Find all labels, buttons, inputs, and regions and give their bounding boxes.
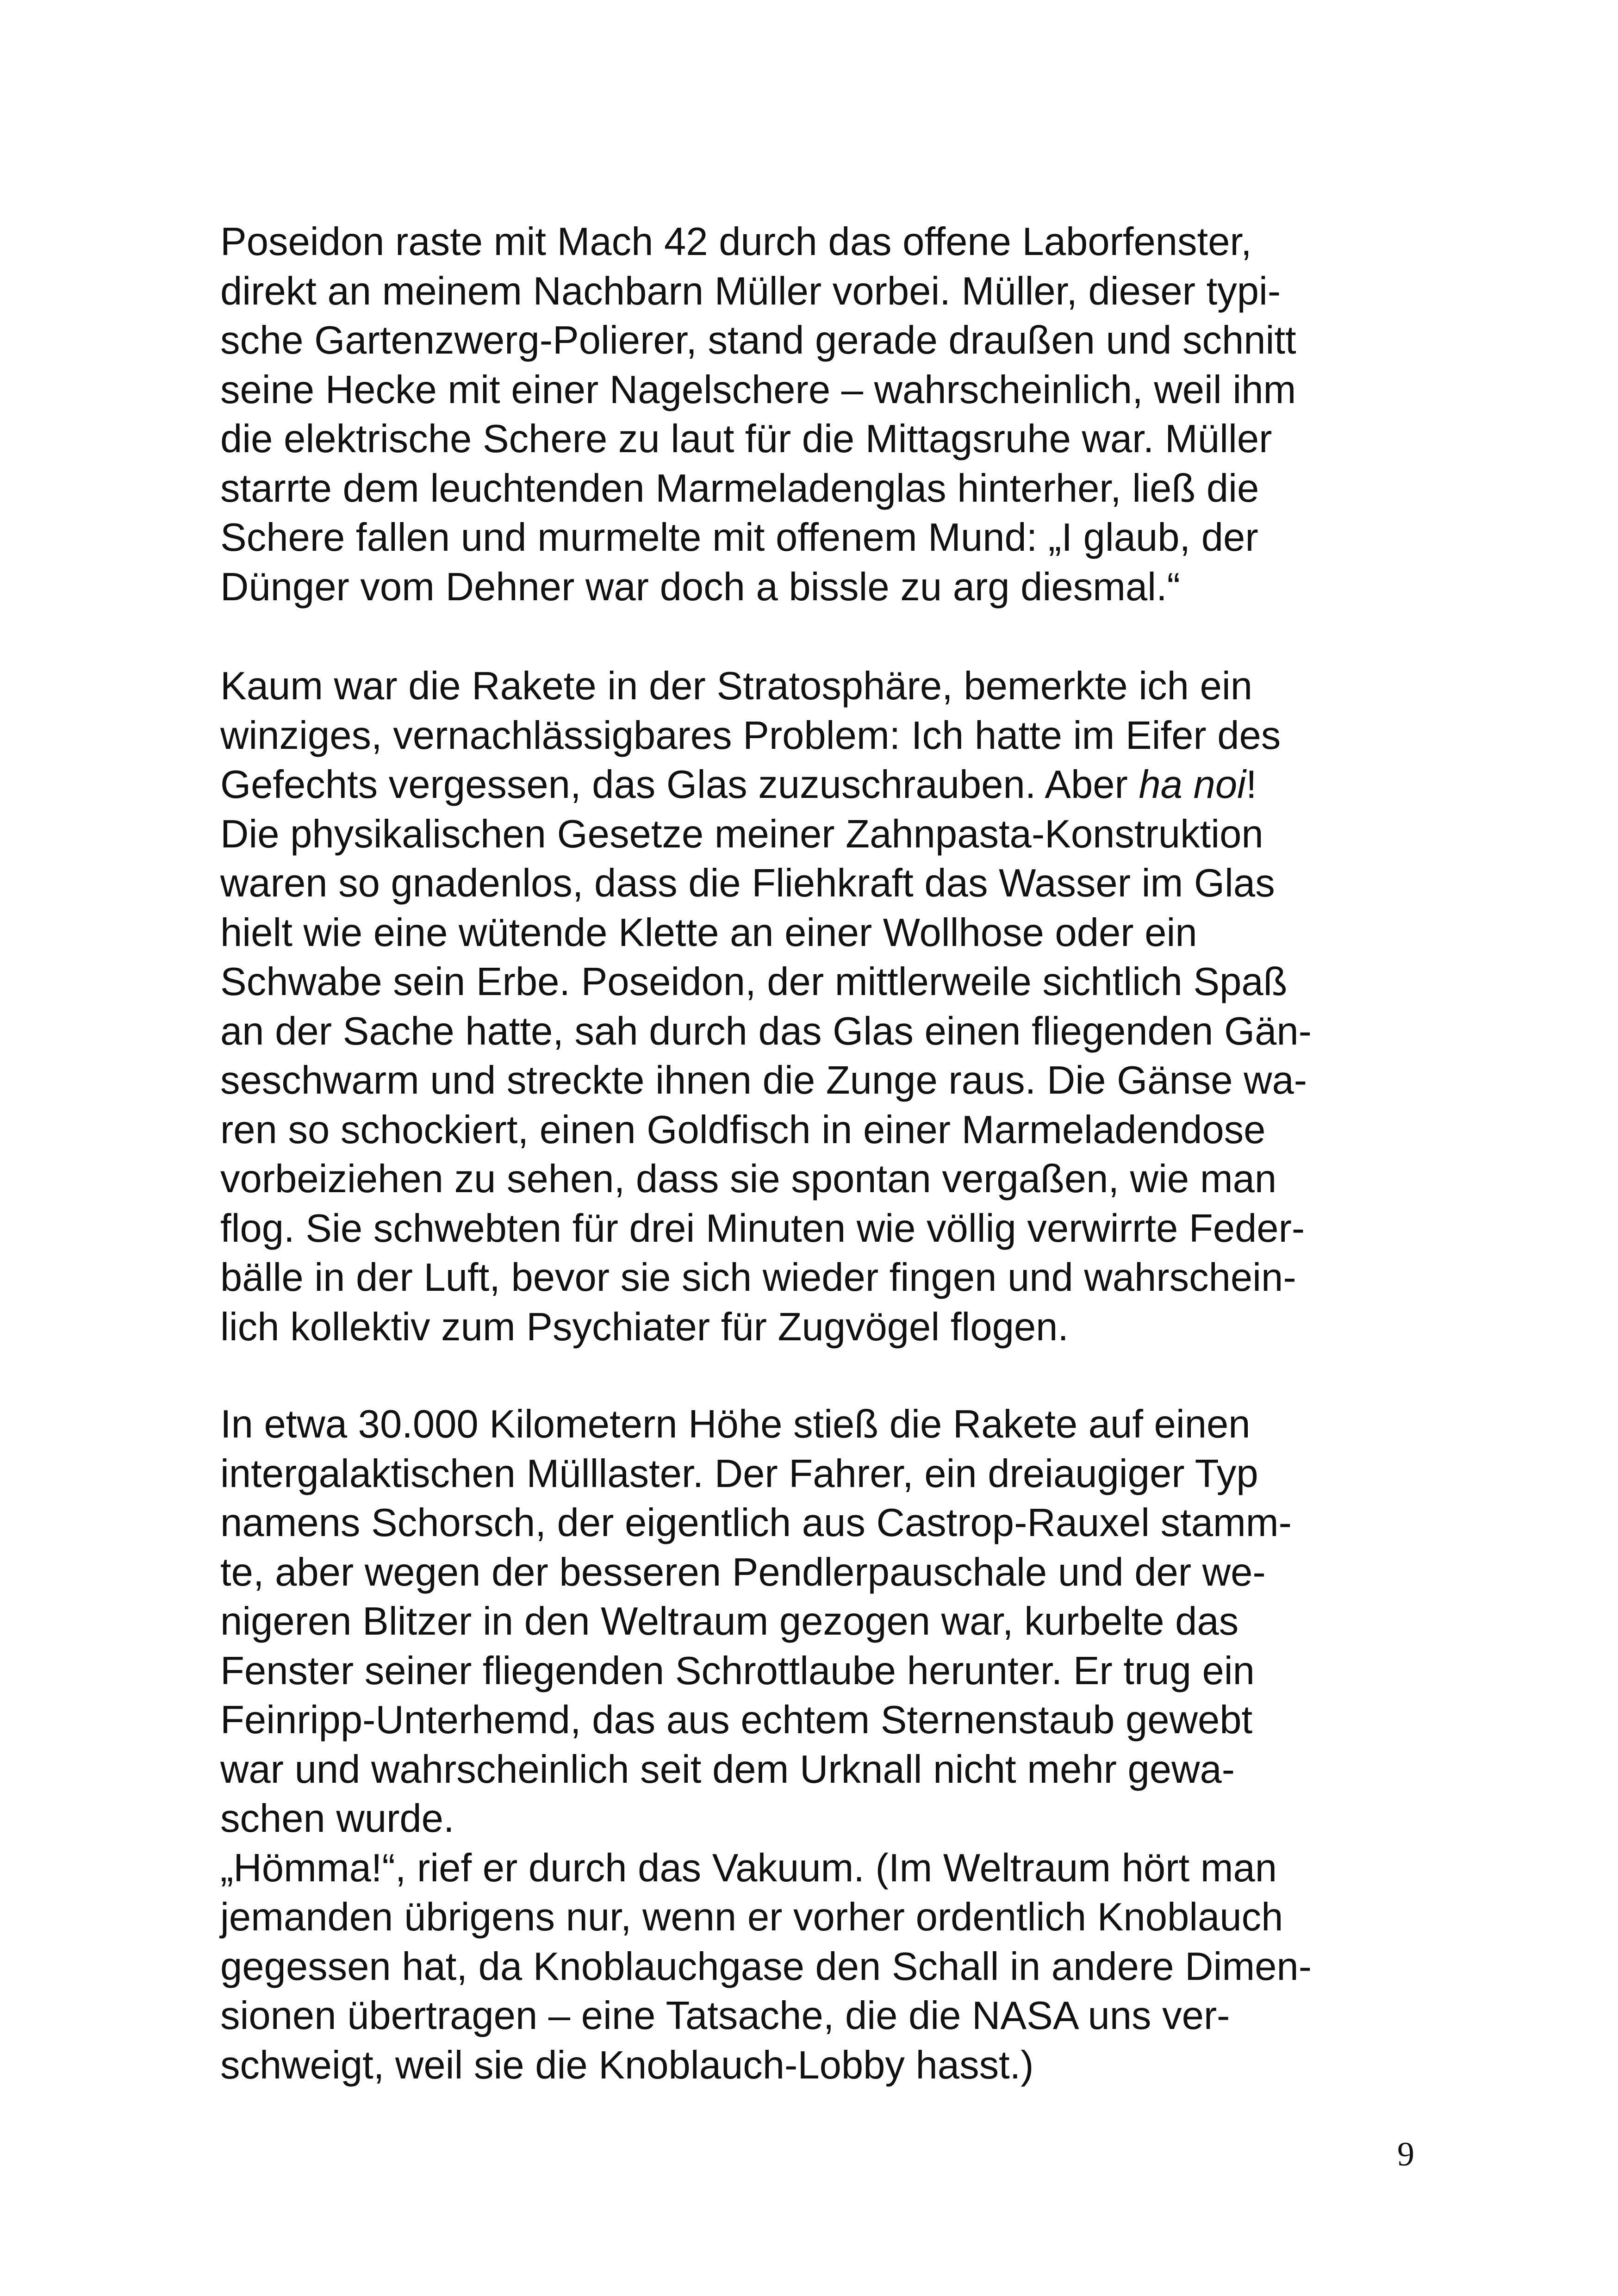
text-segment: Dünger vom Dehner war doch a bissle zu arg diesmal.“ [220, 565, 1180, 609]
text-line [220, 958, 1414, 1007]
text-segment: Kaum war die Rakete in der Stratosphäre, bemerkte ich ein [220, 664, 1253, 708]
text-segment: gegessen hat, da Knoblauchgase den Schall in andere Dimen- [220, 1944, 1312, 1989]
text-line [220, 1696, 1414, 1745]
text-line [220, 1893, 1414, 1942]
text-line [220, 711, 1414, 761]
text-line [220, 1794, 1414, 1844]
text-line [220, 513, 1414, 563]
text-line [220, 1597, 1414, 1647]
text-segment: direkt an meinem Nachbarn Müller vorbei. Müller, dieser typi- [220, 269, 1281, 313]
italic-text: ha noi [1139, 763, 1246, 807]
text-line [220, 1253, 1414, 1303]
text-segment: an der Sache hatte, sah durch das Glas einen fliegenden Gän- [220, 1009, 1312, 1053]
text-segment: winziges, vernachlässigbares Problem: Ich hatte im Eifer des [220, 713, 1281, 758]
text-line [220, 1991, 1414, 2041]
text-segment: starrte dem leuchtenden Marmeladenglas hinterher, ließ die [220, 466, 1259, 510]
paragraph-2 [220, 662, 1414, 1352]
text-segment: die elektrische Schere zu laut für die Mittagsruhe war. Müller [220, 417, 1272, 461]
text-segment: war und wahrscheinlich seit dem Urknall nicht mehr gewa- [220, 1747, 1235, 1792]
text-segment: Die physikalischen Gesetze meiner Zahnpasta-Konstruktion [220, 812, 1263, 856]
text-line [220, 1056, 1414, 1106]
text-segment: te, aber wegen der besseren Pendlerpauschale und der we- [220, 1550, 1266, 1594]
text-segment: schen wurde. [220, 1797, 454, 1841]
text-segment: Feinripp-Unterhemd, das aus echtem Sternenstaub gewebt [220, 1698, 1253, 1742]
text-line [220, 1647, 1414, 1696]
text-segment: schweigt, weil sie die Knoblauch-Lobby hasst.) [220, 2043, 1034, 2087]
text-segment: nigeren Blitzer in den Weltraum gezogen war, kurbelte das [220, 1599, 1239, 1643]
text-segment: jemanden übrigens nur, wenn er vorher ordentlich Knoblauch [220, 1895, 1283, 1939]
text-line [220, 1204, 1414, 1254]
text-segment: ! [1246, 763, 1257, 807]
text-segment: hielt wie eine wütende Klette an einer Wollhose oder ein [220, 910, 1197, 955]
text-segment: seschwarm und streckte ihnen die Zunge raus. Die Gänse wa- [220, 1058, 1307, 1102]
text-line [220, 1155, 1414, 1204]
text-line [220, 316, 1414, 366]
text-segment: „Hömma!“, rief er durch das Vakuum. (Im Weltraum hört man [220, 1846, 1277, 1890]
text-segment: bälle in der Luft, bevor sie sich wieder fingen und wahrschein- [220, 1256, 1296, 1300]
text-line [220, 1942, 1414, 1992]
text-segment: namens Schorsch, der eigentlich aus Castrop-Rauxel stamm- [220, 1501, 1292, 1545]
text-segment: Gefechts vergessen, das Glas zuzuschrauben. Aber [220, 763, 1139, 807]
paragraph-1 [220, 218, 1414, 612]
text-line [220, 1844, 1414, 1893]
text-line [220, 1548, 1414, 1598]
text-segment: sionen übertragen – eine Tatsache, die die NASA uns ver- [220, 1994, 1230, 2038]
text-segment: Schere fallen und murmelte mit offenem Mund: „I glaub, der [220, 516, 1258, 560]
text-line [220, 1745, 1414, 1795]
text-line [220, 1303, 1414, 1352]
text-line [220, 662, 1414, 711]
text-segment: Schwabe sein Erbe. Poseidon, der mittlerweile sichtlich Spaß [220, 960, 1288, 1004]
text-segment: waren so gnadenlos, dass die Fliehkraft das Wasser im Glas [220, 861, 1275, 905]
text-line [220, 1450, 1414, 1499]
text-line [220, 415, 1414, 464]
text-segment: sche Gartenzwerg-Polierer, stand gerade draußen und schnitt [220, 318, 1296, 362]
text-segment: lich kollektiv zum Psychiater für Zugvögel flogen. [220, 1305, 1069, 1349]
text-segment: flog. Sie schwebten für drei Minuten wie völlig verwirrte Feder- [220, 1206, 1305, 1251]
page-number: 9 [1397, 2135, 1414, 2173]
text-segment: vorbeiziehen zu sehen, dass sie spontan vergaßen, wie man [220, 1157, 1277, 1201]
text-segment: Fenster seiner fliegenden Schrottlaube herunter. Er trug ein [220, 1649, 1255, 1693]
text-segment: In etwa 30.000 Kilometern Höhe stieß die Rakete auf einen [220, 1402, 1251, 1446]
text-line [220, 218, 1414, 267]
text-line [220, 760, 1414, 810]
text-segment: seine Hecke mit einer Nagelschere – wahrscheinlich, weil ihm [220, 367, 1296, 412]
paragraph-3 [220, 1400, 1414, 2090]
text-segment: intergalaktischen Mülllaster. Der Fahrer, ein dreiaugiger Typ [220, 1451, 1258, 1496]
text-line [220, 1400, 1414, 1450]
text-line [220, 1499, 1414, 1548]
text-line [220, 1106, 1414, 1155]
text-line [220, 2041, 1414, 2091]
text-line [220, 810, 1414, 859]
text-segment: Poseidon raste mit Mach 42 durch das offene Laborfenster, [220, 220, 1252, 264]
text-line [220, 366, 1414, 415]
text-line [220, 464, 1414, 514]
text-line [220, 267, 1414, 317]
text-line [220, 859, 1414, 908]
text-line [220, 563, 1414, 612]
text-line [220, 908, 1414, 958]
text-line [220, 1007, 1414, 1057]
text-segment: ren so schockiert, einen Goldfisch in einer Marmeladendose [220, 1108, 1266, 1152]
